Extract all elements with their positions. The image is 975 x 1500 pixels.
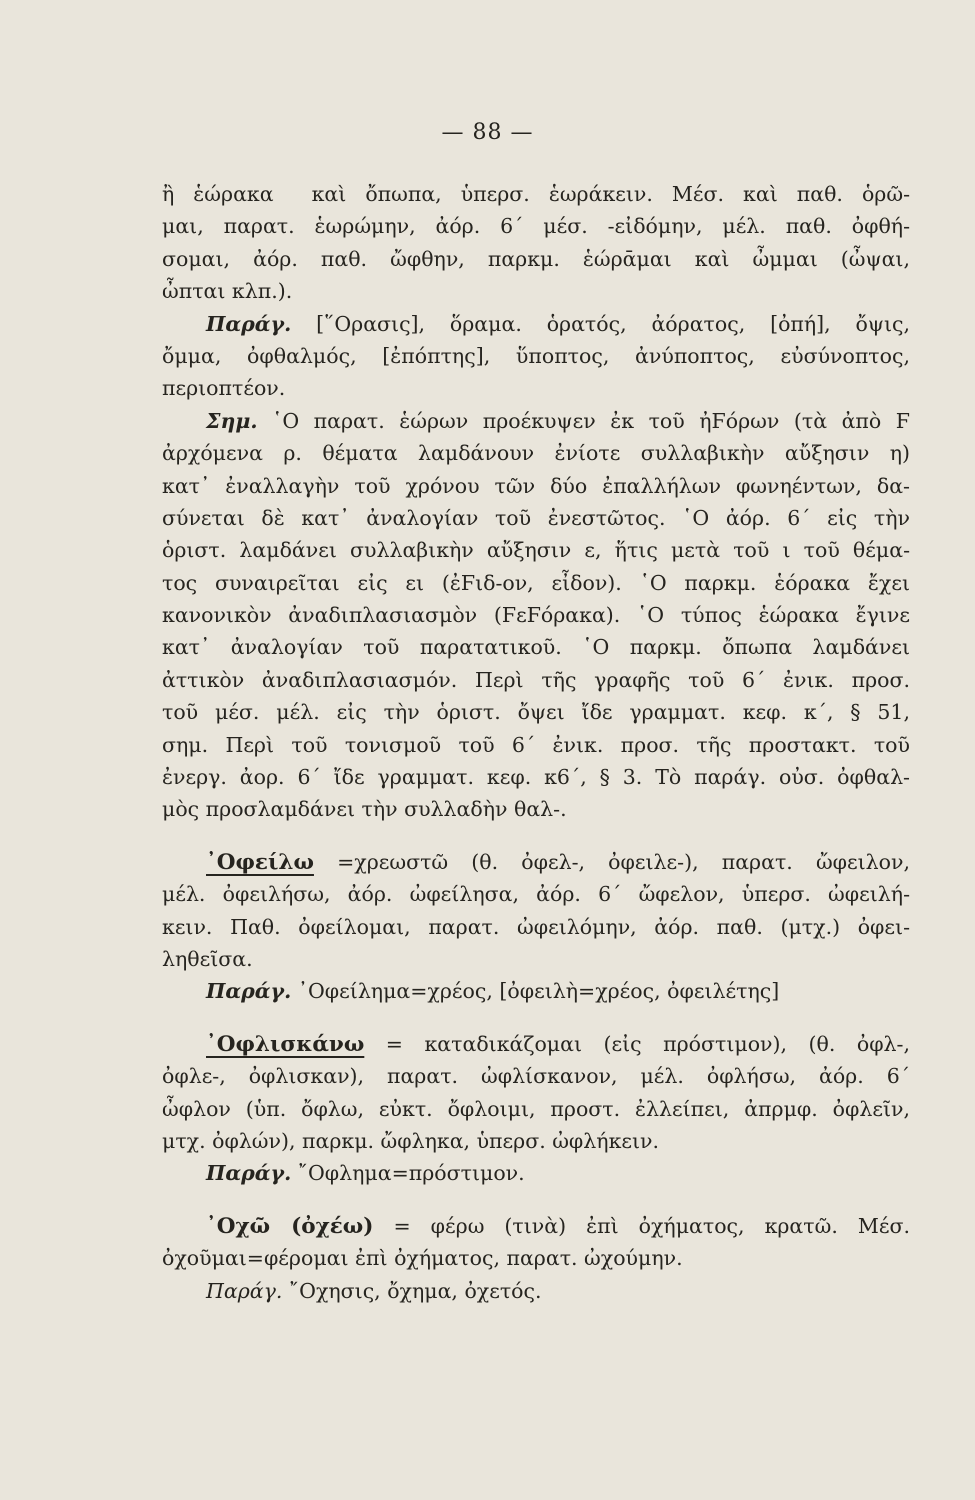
entry-headword: ᾿Οφείλω [206, 849, 314, 875]
entry-ocho [162, 1210, 910, 1307]
text-line: = καταδικάζομαι (εἰς πρόστιμον), (θ. ὀφλ-, [364, 1031, 910, 1056]
text-line: σύνεται δὲ κατ᾽ ἀναλογίαν τοῦ ἐνεστῶτος. ῾Ο ἀόρ. 6΄ εἰς τὴν [162, 505, 910, 530]
derivatives-label: Παράγ. [206, 1161, 292, 1186]
page-text [162, 178, 910, 1307]
derivatives-label: Παράγ. [206, 311, 292, 336]
text-line: ὀφλε-, ὀφλισκαν), παρατ. ὠφλίσκανον, μέλ. ὀφλήσω, ἀόρ. 6΄ [162, 1064, 910, 1089]
text-line: μέλ. ὀφειλήσω, ἀόρ. ὠφείλησα, ἀόρ. 6΄ ὤφελον, ὑπερσ. ὠφειλή- [162, 882, 910, 907]
text-line: ῎Οχησις, ὄχημα, ὀχετός. [282, 1278, 542, 1303]
note-block [162, 405, 910, 826]
text-line: κειν. Παθ. ὀφείλομαι, παρατ. ὠφειλόμην, ἀόρ. παθ. (μτχ.) ὀφει- [162, 914, 910, 939]
text-line: ᾿Οφείλημα=χρέος, [ὀφειλὴ=χρέος, ὀφειλέτης] [291, 979, 780, 1004]
text-line: κανονικὸν ἀναδιπλασιασμὸν (ϜεϜόρακα). ῾Ο τύπος ἑώρακα ἔγινε [162, 603, 910, 628]
text-line: κατ᾽ ἀναλογίαν τοῦ παρατατικοῦ. ῾Ο παρκμ. ὄπωπα λαμδάνει [162, 635, 910, 660]
text-line: ῎Οφλημα=πρόστιμον. [291, 1161, 525, 1186]
text-line: τος συναιρεῖται εἰς ει (ἐϜιδ-ον, εἶδον). ῾Ο παρκμ. ἑόρακα ἔχει [162, 570, 910, 595]
text-line: ῾Ο παρατ. ἑώρων προέκυψεν ἐκ τοῦ ἠϜόρων (τὰ ἀπὸ Ϝ [257, 408, 910, 433]
page-number: — 88 — [441, 120, 534, 145]
text-line: = φέρω (τινὰ) ἐπὶ ὀχήματος, κρατῶ. Μέσ. [373, 1213, 910, 1238]
text-line: ἢ ἑώρακα καὶ ὄπωπα, ὑπερσ. ἑωράκειν. Μέσ. καὶ παθ. ὁρῶ- [162, 182, 910, 206]
text-line: ὄμμα, ὀφθαλμός, [ἐπόπτης], ὕποπτος, ἀνύποπτος, εὐσύνοπτος, [162, 343, 910, 368]
text-line: =χρεωστῶ (θ. ὀφελ-, ὀφειλε-), παρατ. ὤφειλον, [313, 849, 910, 874]
text-line: σομαι, ἀόρ. παθ. ὤφθην, παρκμ. ἑώρᾱμαι καὶ ὦμμαι (ὦψαι, [162, 246, 910, 271]
text-line: [῞Ορασις], ὅραμα. ὁρατός, ἀόρατος, [ὀπή], ὄψις, [291, 311, 910, 336]
entry-headword: ᾿Οχῶ (ὀχέω) [206, 1213, 374, 1239]
text-line: ἐνεργ. ἀορ. 6΄ ἴδε γραμματ. κεφ. κ6΄, § 3. Τὸ παράγ. οὐσ. ὀφθαλ- [162, 765, 910, 790]
text-line: ὀχοῦμαι=φέρομαι ἐπὶ ὀχήματος, παρατ. ὠχούμην. [162, 1246, 683, 1271]
text-line: περιοπτέον. [162, 376, 286, 401]
text-line: ὁριστ. λαμδάνει συλλαβικὴν αὔξησιν ε, ἥτις μετὰ τοῦ ι τοῦ θέμα- [162, 538, 910, 563]
text-line: ὦπται κλπ.). [162, 279, 293, 304]
entry-ofeilo [162, 846, 910, 1008]
entry-continuation [162, 178, 910, 308]
entry-headword: ᾿Οφλισκάνω [206, 1031, 365, 1057]
text-line: ἀττικὸν ἀναδιπλασιασμόν. Περὶ τῆς γραφῆς τοῦ 6΄ ἐνικ. προσ. [162, 667, 910, 692]
entry-ofliskano [162, 1028, 910, 1190]
note-label: Σημ. [206, 408, 258, 433]
derivatives-block [162, 308, 910, 405]
text-line: κατ᾽ ἐναλλαγὴν τοῦ χρόνου τῶν δύο ἐπαλλήλων φωνηέντων, δα- [162, 473, 910, 498]
text-line: σημ. Περὶ τοῦ τονισμοῦ τοῦ 6΄ ἐνικ. προσ. τῆς προστακτ. τοῦ [162, 732, 910, 757]
text-line: ληθεῖσα. [162, 946, 253, 971]
text-line: ἀρχόμενα ρ. θέματα λαμδάνουν ἐνίοτε συλλαβικὴν αὔξησιν η) [162, 441, 910, 466]
text-line: ὦφλον (ὑπ. ὄφλω, εὐκτ. ὄφλοιμι, προστ. ἐλλείπει, ἀπρμφ. ὀφλεῖν, [162, 1096, 910, 1121]
text-line: μτχ. ὀφλών), παρκμ. ὤφληκα, ὑπερσ. ὠφλήκειν. [162, 1128, 660, 1153]
derivatives-label: Παράγ. [206, 979, 292, 1004]
text-line: μαι, παρατ. ἑωρώμην, ἀόρ. 6΄ μέσ. -εἰδόμην, μέλ. παθ. ὀφθή- [162, 214, 910, 239]
text-line: μὸς προσλαμδάνει τὴν συλλαδὴν θαλ-. [162, 797, 567, 822]
text-line: τοῦ μέσ. μέλ. εἰς τὴν ὁριστ. ὄψει ἴδε γραμματ. κεφ. κ΄, § 51, [162, 700, 910, 725]
derivatives-label: Παράγ. [206, 1278, 283, 1303]
